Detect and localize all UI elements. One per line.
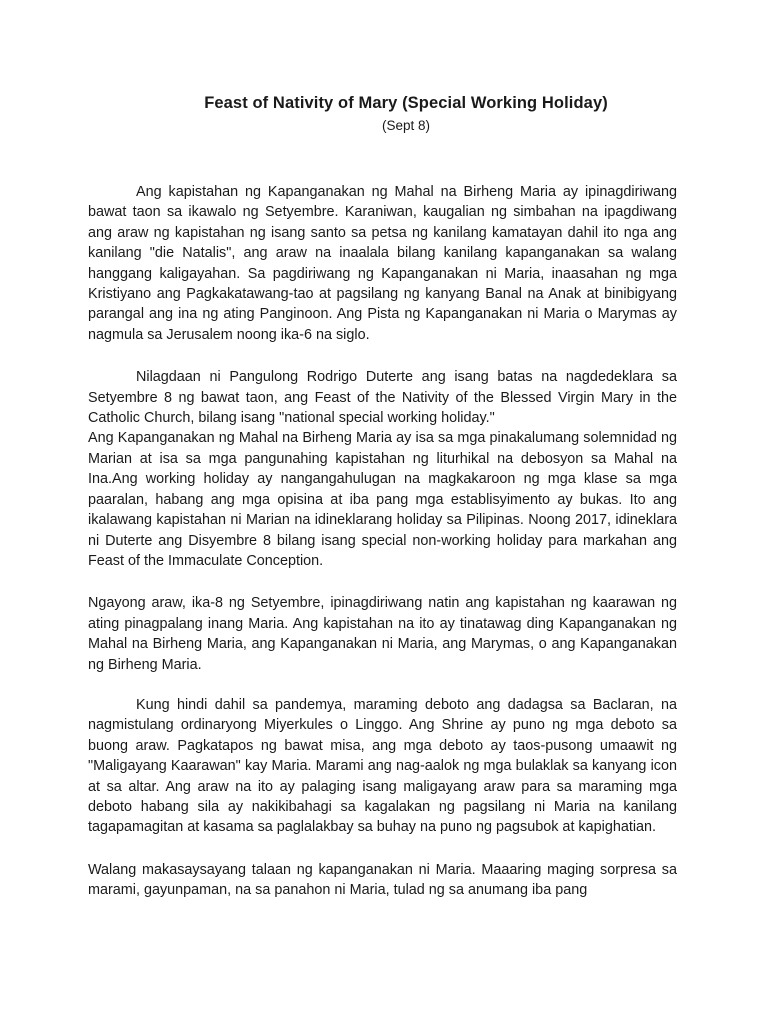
document-subtitle: (Sept 8) <box>381 118 431 133</box>
paragraph-4: Ngayong araw, ika-8 ng Setyembre, ipinagdiriwang natin ang kapistahan ng kaarawan ng ating pinagpalang inang Maria. Ang kapistahan na ito ay tinatawag ding Kapanganakan ng Mahal na Birheng Maria, ang Kapanganakan ni Maria, ang Marymas, o ang Kapanganakan ng Birheng Maria. <box>88 595 677 673</box>
paragraph-5: Kung hindi dahil sa pandemya, maraming deboto ang dadagsa sa Baclaran, na nagmistulang ordinaryong Miyerkules o Linggo. Ang Shrine ay puno ng mga deboto sa buong araw. Pagkatapos ng bawat misa, ang mga deboto ay taos-pusong umaawit ng "Maligayang Kaarawan" kay Maria. Marami ang nag-aalok ng mga bulaklak sa kanyang icon at sa altar. Ang araw na ito ay palaging isang maligayang araw para sa maraming mga deboto habang sila ay nakikibahagi sa kagalakan ng pagsilang ni Maria na kanilang tagapamagitan at kasama sa paglalakbay sa buhay na puno ng pagsubok at kapighatian. <box>88 696 677 836</box>
document-title: Feast of Nativity of Mary (Special Working Holiday) <box>204 94 608 112</box>
paragraph-2: Nilagdaan ni Pangulong Rodrigo Duterte ang isang batas na nagdedeklara sa Setyembre 8 ng bawat taon, ang Feast of the Nativity of the Blessed Virgin Mary in the Catholic Church, bilang isang "national special working holiday." <box>88 369 677 427</box>
paragraph-6: Walang makasaysayang talaan ng kapanganakan ni Maria. Maaaring maging sorpresa sa marami, gayunpaman, na sa panahon ni Maria, tulad ng sa anumang iba pang <box>88 861 677 899</box>
paragraph-3: Ang Kapanganakan ng Mahal na Birheng Maria ay isa sa mga pinakalumang solemnidad ng Marian at isa sa mga pangunahing kapistahan ng liturhikal na debosyon sa Mahal na Ina.Ang working holiday ay nangangahulugan na magkakaroon ng mga klase sa mga paaralan, habang ang mga opisina at iba pang mga establisyimento ay bukas. Ito ang ikalawang kapistahan ni Marian na idineklarang holiday sa Pilipinas. Noong 2017, idineklara ni Duterte ang Disyembre 8 bilang isang special non-working holiday para markahan ang Feast of the Immaculate Conception. <box>88 430 677 569</box>
document-body <box>88 182 677 901</box>
paragraph-1: Ang kapistahan ng Kapanganakan ng Mahal na Birheng Maria ay ipinagdiriwang bawat taon sa ikawalo ng Setyembre. Karaniwan, kaugalian ng simbahan na ipagdiwang ang araw ng kapistahan ng isang santo sa petsa ng kanilang kamatayan dahil ito nga ang kanilang "die Natalis", ang araw na inaalala bilang kanilang kapanganakan sa walang hanggang kaligayahan. Sa pagdiriwang ng Kapanganakan ni Maria, inaasahan ng mga Kristiyano ang Pagkakatawang-tao at pagsilang ng kanyang Banal na Anak at binibigyang parangal ang ina ng ating Panginoon. Ang Pista ng Kapanganakan ni Maria o Marymas ay nagmula sa Jerusalem noong ika-6 na siglo. <box>88 184 677 343</box>
